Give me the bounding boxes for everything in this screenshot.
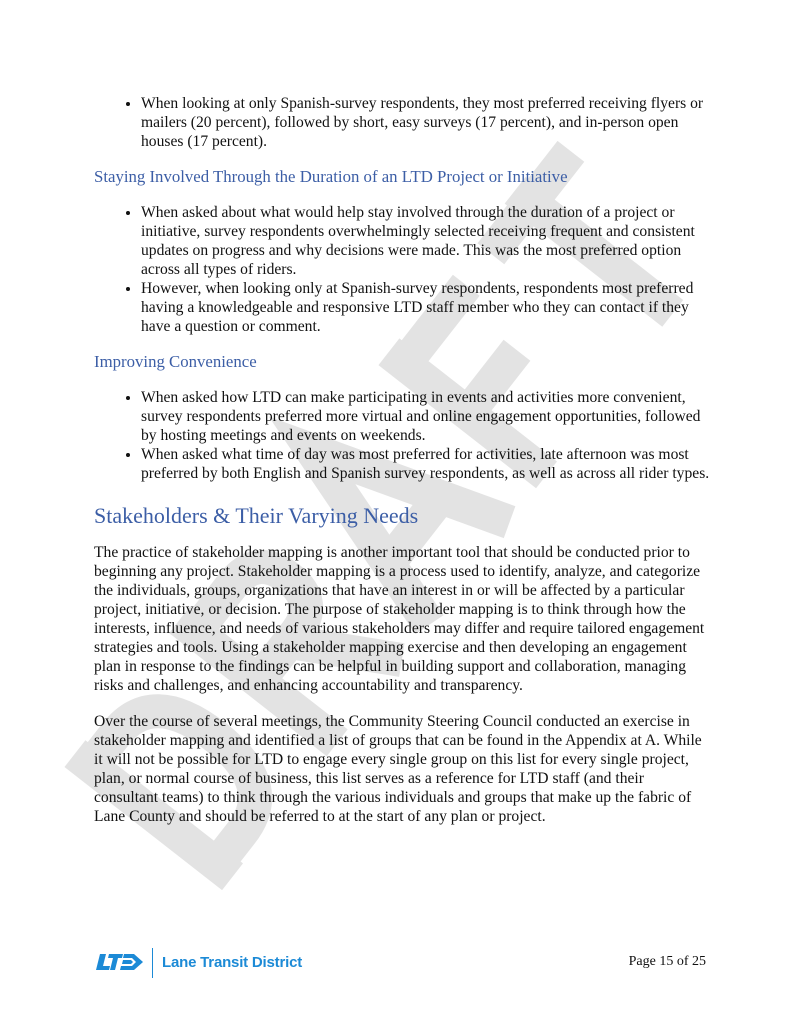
list-item: • When asked how LTD can make participating in events and activities more convenient, survey respondents preferred more virtual and online engagement opportunities, followed by hosting meetings and events on weekends.	[141, 388, 710, 445]
list-item: • When looking at only Spanish-survey respondents, they most preferred receiving flyers or mailers (20 percent), followed by short, easy surveys (17 percent), and in-person open houses (17 percent).	[141, 94, 710, 151]
footer-divider	[152, 948, 153, 978]
list-item: • When asked about what would help stay involved through the duration of a project or initiative, survey respondents overwhelmingly selected receiving frequent and consistent updates on progress and why decisions were made. This was the most preferred option across all types of riders.	[141, 203, 710, 279]
bullet-list	[94, 388, 710, 483]
paragraph: Over the course of several meetings, the Community Steering Council conducted an exercise in stakeholder mapping and identified a list of groups that can be found in the Appendix at A. While it will not be possible for LTD to engage every single group on this list for every single project, plan, or normal course of business, this list serves as a reference for LTD staff (and their consultant teams) to think through the various individuals and groups that make up the fabric of Lane County and should be referred to at the start of any plan or project.	[94, 713, 702, 825]
ltd-logo	[96, 952, 144, 972]
intro-bullet-list	[94, 94, 710, 151]
section-heading: Staying Involved Through the Duration of an LTD Project or Initiative	[94, 167, 568, 186]
organization-name: Lane Transit District	[162, 954, 303, 971]
bullet-list	[94, 203, 710, 336]
section-heading: Improving Convenience	[94, 352, 257, 371]
page-footer	[96, 948, 708, 980]
paragraph: The practice of stakeholder mapping is another important tool that should be conducted prior to beginning any project. Stakeholder mapping is a process used to identify, analyze, and categorize the individuals, groups, organizations that have an interest in or will be affected by a particular project, initiative, or decision. The purpose of stakeholder mapping is to think through how the interests, influence, and needs of various stakeholders may differ and require tailored engagement strategies and tools. Using a stakeholder mapping exercise and then developing an engagement plan in response to the findings can be helpful in building support and collaboration, managing risks and challenges, and enhancing accountability and transparency.	[94, 544, 705, 694]
document-body	[94, 94, 710, 843]
list-item: • When asked what time of day was most preferred for activities, late afternoon was most preferred by both English and Spanish survey respondents, as well as across all rider types.	[141, 445, 710, 483]
page-number: Page 15 of 25	[628, 954, 706, 969]
list-item: • However, when looking only at Spanish-survey respondents, respondents most preferred having a knowledgeable and responsive LTD staff member who they can contact if they have a question or comment.	[141, 279, 710, 336]
section-title: Stakeholders & Their Varying Needs	[94, 503, 419, 528]
